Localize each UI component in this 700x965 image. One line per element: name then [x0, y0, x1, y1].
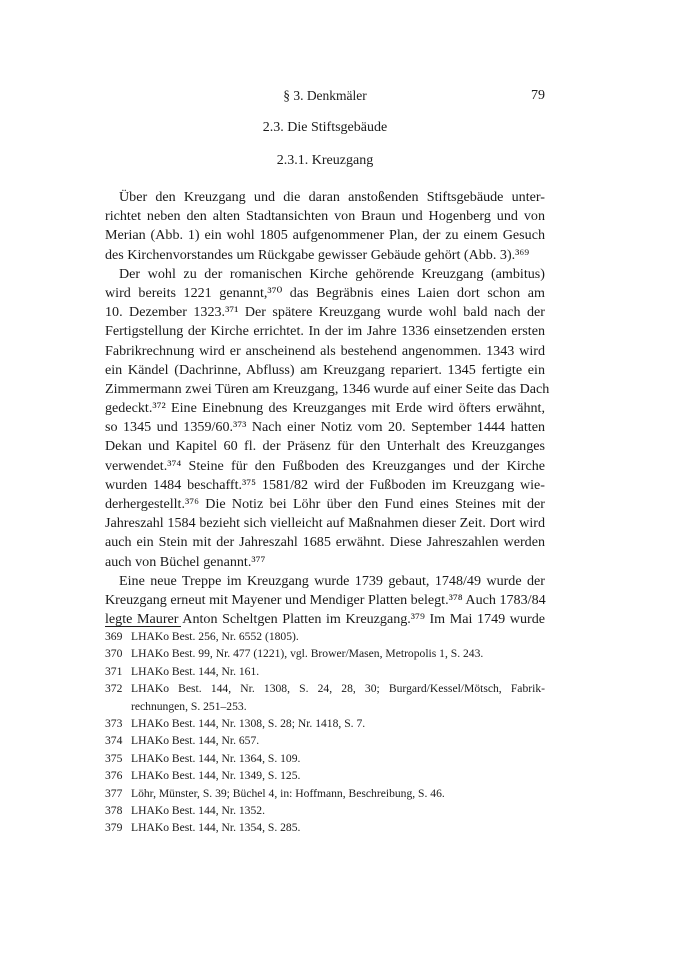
footnote-number: 379 — [105, 821, 123, 835]
footnote-text: LHAKo Best. 144, Nr. 1354, S. 285. — [131, 821, 301, 835]
body-line: verwendet.³⁷⁴ Steine für den Fußboden des Kreuzganges und der Kirche — [105, 457, 545, 474]
body-line: 10. Dezember 1323.³⁷¹ Der spätere Kreuzgang wurde wohl bald nach der — [105, 304, 545, 321]
footnote — [105, 785, 545, 802]
footnote-number: 376 — [105, 769, 123, 783]
footnote — [105, 680, 545, 715]
footnote-text: LHAKo Best. 144, Nr. 1308, S. 24, 28, 30; Burgard/Kessel/Mötsch, Fabrik- — [131, 682, 545, 696]
body-line: Zimmermann zwei Türen am Kreuzgang, 1346 wurde auf einer Seite das Dach — [105, 380, 550, 397]
footnote — [105, 715, 545, 732]
footnote-text: LHAKo Best. 144, Nr. 657. — [131, 734, 260, 748]
body-line: Merian (Abb. 1) ein wohl 1805 aufgenommener Plan, der zu einem Gesuch — [105, 227, 545, 244]
footnote-text: Löhr, Münster, S. 39; Büchel 4, in: Hoffmann, Beschreibung, S. 46. — [131, 786, 445, 800]
footnote — [105, 802, 545, 819]
footnote-number: 375 — [105, 751, 123, 765]
body-line: Über den Kreuzgang und die daran anstoßenden Stiftsgebäude unter- — [119, 189, 545, 205]
body-line: wird bereits 1221 genannt,³⁷⁰ das Begräbnis eines Laien dort schon am — [105, 284, 545, 301]
body-line: Fabrikrechnung wird er anscheinend als bestehend angenommen. 1343 wird — [105, 342, 545, 359]
footnote-number: 369 — [105, 630, 123, 643]
footnote-number: 373 — [105, 717, 123, 731]
footnote-number: 378 — [105, 804, 123, 818]
body-line: richtet neben den alten Stadtansichten von Braun und Hogenberg und von — [105, 208, 545, 225]
body-line: auch ein Stein mit der Jahreszahl 1685 erwähnt. Diese Jahreszahlen werden — [105, 534, 545, 551]
body-line: Fertigstellung der Kirche errichtet. In der im Jahre 1336 einsetzenden ersten — [105, 323, 545, 340]
footnote-number: 372 — [105, 682, 123, 696]
body-line: Kreuzgang erneut mit Mayener und Mendiger Platten belegt.³⁷⁸ Auch 1783/84 — [105, 591, 546, 608]
body-line: ein Kändel (Dachrinne, Abfluss) am Kreuzgang repariert. 1345 fertigte ein — [105, 361, 545, 378]
footnote — [105, 645, 545, 662]
footnote-text: LHAKo Best. 144, Nr. 1349, S. 125. — [131, 769, 301, 783]
footnote-text: rechnungen, S. 251–253. — [131, 699, 247, 713]
footnote — [105, 767, 545, 784]
body-line: wurden 1484 beschafft.³⁷⁵ 1581/82 wird der Fußboden im Kreuzgang wie- — [105, 476, 545, 493]
footnote — [105, 750, 545, 767]
footnote-rule — [105, 626, 181, 627]
body-line: Jahreszahl 1584 bezieht sich vielleicht auf Maßnahmen dieser Zeit. Dort wird — [105, 515, 545, 532]
body-line: gedeckt.³⁷² Eine Einebnung des Kreuzganges mit Erde wird öfters erwähnt, — [105, 400, 545, 417]
footnote — [105, 732, 545, 749]
section-title: 2.3. Die Stiftsgebäude — [262, 120, 388, 135]
footnote-number: 371 — [105, 664, 123, 678]
body-text — [105, 188, 550, 629]
footnote — [105, 819, 545, 836]
subsection-title: 2.3.1. Kreuzgang — [276, 153, 374, 168]
body-line: derhergestellt.³⁷⁶ Die Notiz bei Löhr über den Fund eines Steines mit der — [105, 496, 545, 512]
running-title: § 3. Denkmäler — [283, 88, 367, 103]
footnote-text: LHAKo Best. 144, Nr. 1308, S. 28; Nr. 1418, S. 7. — [131, 717, 366, 731]
footnote-text: LHAKo Best. 99, Nr. 477 (1221), vgl. Brower/Masen, Metropolis 1, S. 243. — [131, 647, 484, 661]
body-line: Dekan und Kapitel 60 fl. der Präsenz für den Unterhalt des Kreuzganges — [105, 438, 545, 455]
body-line: Der wohl zu der romanischen Kirche gehörende Kreuzgang (ambitus) — [119, 265, 545, 282]
body-line: legte Maurer Anton Scheltgen Platten im Kreuzgang.³⁷⁹ Im Mai 1749 wurde — [105, 611, 545, 628]
footnote — [105, 663, 545, 680]
running-head — [105, 88, 545, 108]
body-line: Eine neue Treppe im Kreuzgang wurde 1739 gebaut, 1748/49 wurde der — [119, 572, 545, 589]
footnote-text: LHAKo Best. 144, Nr. 161. — [131, 664, 260, 678]
footnote — [105, 628, 545, 645]
footnote-text: LHAKo Best. 144, Nr. 1364, S. 109. — [131, 751, 301, 765]
body-line: so 1345 und 1359/60.³⁷³ Nach einer Notiz vom 20. September 1444 hatten — [105, 419, 545, 436]
footnotes — [105, 628, 545, 837]
body-line: des Kirchenvorstandes um Rückgabe gewisser Gebäude gehört (Abb. 3).³⁶⁹ — [105, 246, 530, 263]
page-number: 79 — [531, 88, 545, 103]
body-line: auch von Büchel genannt.³⁷⁷ — [105, 553, 266, 570]
footnote-number: 370 — [105, 647, 123, 661]
footnote-text: LHAKo Best. 256, Nr. 6552 (1805). — [131, 630, 299, 643]
footnote-number: 377 — [105, 786, 123, 800]
footnote-number: 374 — [105, 734, 123, 748]
footnote-text: LHAKo Best. 144, Nr. 1352. — [131, 804, 265, 818]
